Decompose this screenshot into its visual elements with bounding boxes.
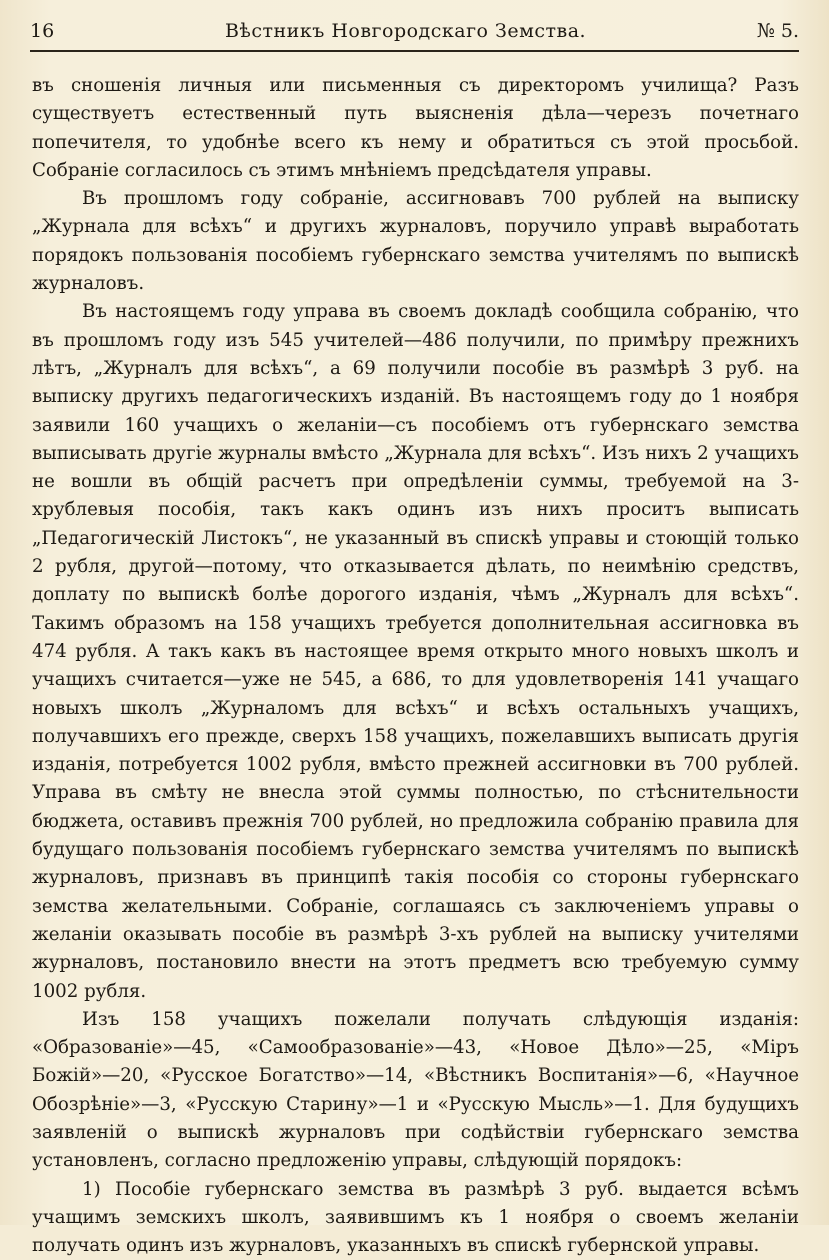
paragraph-1: въ сношенія личныя или письменныя съ директоромъ училища? Разъ существуетъ естественный путь выясненія дѣла—черезъ почетнаго попечителя, то удобнѣе всего къ нему и обратиться съ этой просьбой. Собраніе согласилось съ этимъ мнѣніемъ предсѣдателя управы. [32,75,799,181]
journal-title: Вѣстникъ Новгородскаго Земства. [224,20,587,42]
header-rule [30,50,799,52]
article-body [32,72,799,1260]
page-header [30,20,799,50]
page-number: 16 [30,20,55,42]
paragraph-5: 1) Пособіе губернскаго земства въ размѣрѣ 3 руб. выдается всѣмъ учащимъ земскихъ школъ, заявившимъ къ 1 ноября о своемъ желаніи получать одинъ изъ журналовъ, указанныхъ въ спискѣ губернской управы. [32,1178,799,1257]
paragraph-4: Изъ 158 учащихъ пожелали получать слѣдующія изданія: «Образованіе»—45, «Самообразованіе»—43, «Новое Дѣло»—25, «Міръ Божій»—20, «Русское Богатство»—14, «Вѣстникъ Воспитанія»—6, «Научное Обозрѣніе»—3, «Русскую Старину»—1 и «Русскую Мысль»—1. Для будущихъ заявленій о выпискѣ журналовъ при содѣйствіи губернскаго земства установленъ, согласно предложенію управы, слѣдующій порядокъ: [32,1008,799,1172]
paragraph-2: Въ прошломъ году собраніе, ассигновавъ 700 рублей на выписку „Журнала для всѣхъ“ и другихъ журналовъ, поручило управѣ выработать порядокъ пользованія пособіемъ губернскаго земства учителямъ по выпискѣ журналовъ. [32,188,799,295]
issue-number: № 5. [756,20,799,42]
paragraph-3: Въ настоящемъ году управа въ своемъ докладѣ сообщила собранію, что въ прошломъ году изъ 545 учителей—486 получили, по примѣру прежнихъ лѣтъ, „Журналъ для всѣхъ“, а 69 получили пособіе въ размѣрѣ 3 руб. на выписку другихъ педагогическихъ изданій. Въ настоящемъ году до 1 ноября заявили 160 учащихъ о желаніи—съ пособіемъ отъ губернскаго земства выписывать другіе журналы вмѣсто „Журнала для всѣхъ“. Изъ нихъ 2 учащихъ не вошли въ общій расчетъ при опредѣленіи суммы, требуемой на 3-хрублевыя пособія, такъ какъ одинъ изъ нихъ проситъ выписать „Педагогическій Листокъ“, не указанный въ спискѣ управы и стоющій только 2 рубля, другой—потому, что отказывается дѣлать, по неимѣнію средствъ, доплату по выпискѣ болѣе дорогого изданія, чѣмъ „Журналъ для всѣхъ“. Такимъ образомъ на 158 учащихъ требуется дополнительная ассигновка въ 474 рубля. А такъ какъ въ настоящее время открыто много новыхъ школъ и учащихъ считается—уже не 545, а 686, то для удовлетворенія 141 учащаго новыхъ школъ „Журналомъ для всѣхъ“ и всѣхъ остальныхъ учащихъ, получавшихъ его прежде, сверхъ 158 учащихъ, пожелавшихъ выписать другія изданія, потребуется 1002 рубля, вмѣсто прежней ассигновки въ 700 рублей. Управа въ смѣту не внесла этой суммы полностью, по стѣснительности бюджета, оставивъ прежнія 700 рублей, но предложила собранію правила для будущаго пользованія пособіемъ губернскаго земства учителямъ по выпискѣ журналовъ, признавъ въ принципѣ такія пособія со стороны губернскаго земства желательными. Собраніе, соглашаясь съ заключеніемъ управы о желаніи оказывать пособіе въ размѣрѣ 3-хъ рублей на выписку учителями журналовъ, постановило внести на этотъ предметъ всю требуемую сумму 1002 рубля. [32,301,799,1002]
